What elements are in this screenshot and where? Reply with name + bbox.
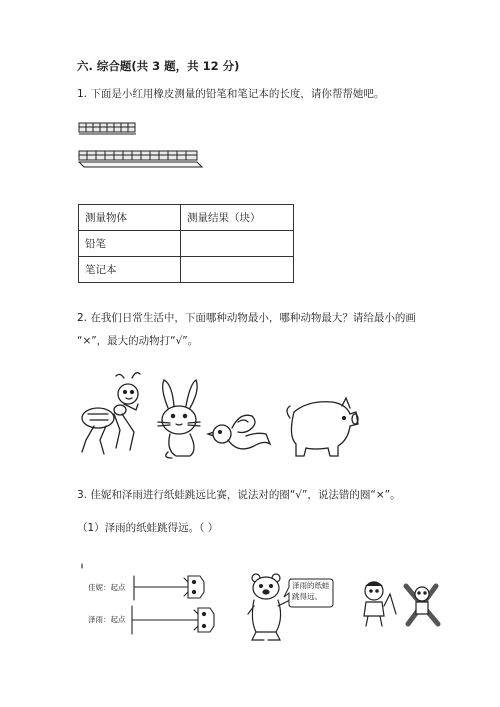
table-cell: 铅笔 — [79, 231, 181, 257]
frog-jump-illustration — [80, 562, 230, 647]
label-zeyu-start: 泽雨：起点 — [88, 615, 126, 624]
table-row — [79, 205, 294, 231]
table-header-cell: 测量物体 — [79, 205, 181, 231]
notebook-measure — [79, 151, 202, 167]
question-3-text: 3. 佳妮和泽雨进行纸蛙跳远比赛，说法对的圈“√”，说法错的圈“×”。 — [77, 489, 401, 501]
table-row — [79, 231, 294, 257]
eraser-measure-illustration — [76, 118, 206, 178]
speech-bubble-text: 泽雨的纸蛙跳得远。 — [292, 581, 330, 601]
answer-cell[interactable] — [181, 231, 294, 257]
child-cross-illustration — [402, 580, 442, 630]
section-title: 六. 综合题(共 3 题，共 12 分) — [77, 59, 240, 73]
bird-illustration — [208, 410, 274, 460]
answer-cell[interactable] — [181, 257, 294, 283]
pig-illustration — [284, 392, 364, 462]
pencil-measure — [79, 123, 136, 134]
question-1-text: 1. 下面是小红用橡皮测量的铅笔和笔记本的长度，请你帮帮她吧。 — [77, 88, 385, 100]
question-2-text: 2. 在我们日常生活中，下面哪种动物最小，哪种动物最大？请给最小的画 — [77, 312, 416, 324]
child-check-illustration — [358, 580, 398, 630]
table-row — [79, 257, 294, 283]
question-2-text-line2: “×”，最大的动物打“√”。 — [77, 335, 199, 347]
table-cell: 笔记本 — [79, 257, 181, 283]
measurement-table — [78, 204, 294, 283]
rabbit-illustration — [150, 378, 208, 462]
ant-illustration — [76, 370, 151, 462]
question-3-sub-1: （1）泽雨的纸蛙跳得远。（ ） — [77, 522, 219, 534]
table-header-cell: 测量结果（块） — [181, 205, 294, 231]
label-jiani-start: 佳妮：起点 — [88, 583, 126, 592]
